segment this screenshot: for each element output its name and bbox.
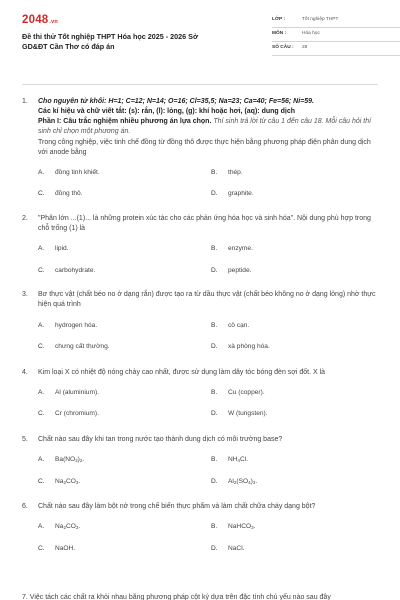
option-c[interactable]: C. Cr (chromium). [38, 410, 99, 418]
answer-options [38, 321, 378, 352]
question-6: 6. Chất nào sau đây làm bột nở trong chế biến thực phẩm và làm chất chữa cháy dạng bột? A. $Na_2CO_3$. B. NaHCO$_3$. C. NaOH. D. NaCl. [22, 502, 378, 553]
option-a[interactable]: A. lipid. [38, 245, 69, 253]
question-2: 2. "Phân lớn ...(1)... là những protein xúc tác cho các phản ứng hóa học và sinh hóa". Nội dung phù hợp trong chỗ trống (1) là A. lipid. B. enzyme. C. carbohydrate. D. peptide. [22, 214, 378, 275]
option-d[interactable]: D. NaCl. [211, 544, 245, 552]
question-4: 4. Kim loại X có nhiệt độ nóng chảy cao nhất, được sử dụng làm dây tóc bóng đèn sợi đốt. X là A. Al (aluminium). B. Cu (copper). C. Cr (chromium). D. W (tungsten). [22, 368, 378, 419]
answer-options [38, 388, 378, 419]
question-5: 5. Chất nào sau đây khi tan trong nước tạo thành dung dịch có môi trường base? A. $Ba(NO_3)_2$. B. $NH_4Cl$. C. $Na_2CO_3$. D. $Al_2(SO_4)_3$. [22, 435, 378, 486]
option-d[interactable]: D. $Al_2(SO_4)_3$. [211, 477, 258, 485]
option-b[interactable]: B. Cu (copper). [211, 388, 265, 396]
answer-options [38, 522, 378, 553]
header-divider [22, 84, 378, 85]
option-a[interactable]: A. đồng tinh khiết. [38, 168, 100, 176]
option-b[interactable]: B. NaHCO$_3$. [211, 523, 256, 531]
option-d[interactable]: D. W (tungsten). [211, 410, 268, 418]
option-b[interactable]: B. thép. [211, 168, 243, 176]
option-d[interactable]: D. peptide. [211, 266, 252, 274]
question-3: 3. Bơ thực vật (chất béo no ở dạng rắn) được tạo ra từ dầu thực vật (chất béo không no ở dạng lỏng) nhờ thực hiện quá trình A. hydrogen hóa. B. cô cạn. C. chưng cất thường. D. xà phòng hóa. [22, 290, 378, 351]
option-a[interactable]: A. $Ba(NO_3)_2$. [38, 456, 85, 464]
option-c[interactable]: C. carbohydrate. [38, 266, 96, 274]
option-d[interactable]: D. graphite. [211, 190, 254, 198]
question-7-cutoff: 7. Việc tách các chất ra khỏi nhau bằng phương pháp cột ký dựa trên đặc tính chủ yếu nào sau đây [22, 594, 331, 600]
option-d[interactable]: D. xà phòng hóa. [211, 343, 270, 351]
exam-header [22, 12, 378, 70]
option-c[interactable]: C. $Na_2CO_3$. [38, 477, 81, 485]
option-c[interactable]: C. đồng thô. [38, 190, 83, 198]
option-c[interactable]: C. chưng cất thường. [38, 343, 110, 351]
exam-title: Đề thi thử Tốt nghiệp THPT Hóa học 2025 - 2026 Sở GD&ĐT Cần Thơ có đáp án [22, 31, 199, 52]
answer-options [38, 455, 378, 486]
site-logo[interactable]: 2048.vn [22, 14, 58, 26]
option-a[interactable]: A. $Na_2CO_3$. [38, 523, 81, 531]
answer-options [38, 244, 378, 275]
option-c[interactable]: C. NaOH. [38, 544, 76, 552]
option-b[interactable]: B. cô cạn. [211, 321, 250, 329]
option-b[interactable]: B. $NH_4Cl$. [211, 456, 249, 464]
exam-meta-table [272, 14, 400, 56]
option-a[interactable]: A. Al (aluminium). [38, 388, 99, 396]
meta-row-class: LỚP : Tốt nghiệp THPT [272, 14, 400, 28]
option-b[interactable]: B. enzyme. [211, 245, 253, 253]
option-a[interactable]: A. hydrogen hóa. [38, 321, 98, 329]
meta-row-subject: MÔN : Hóa học [272, 28, 400, 42]
question-1: 1. Cho nguyên tử khối: H=1; C=12; N=14; O=16; Cl=35,5; Na=23; Ca=40; Fe=56; Ni=59. Các kí hiệu và chữ viết tắt: (s): rắn, (l): lỏng, (g): khí hoặc hơi, (aq): dung dịch Phần I: Câu trắc nghiệm nhiều phương án lựa chọn. Thí sinh trả lời từ câu 1 đến câu 18. Mỗi câu hỏi thí sinh chỉ chọn một phương án. Trong công nghiệp, việc tinh chế đồng từ đồng thô được thực hiện bằng phương pháp điện phân dung dịch với anode bằng A. đồng tinh khiết. B. thép. C. đồng thô. D. graphite. [22, 97, 378, 199]
answer-options [38, 168, 378, 199]
meta-row-question-count: SỐ CÂU : 28 [272, 42, 400, 56]
